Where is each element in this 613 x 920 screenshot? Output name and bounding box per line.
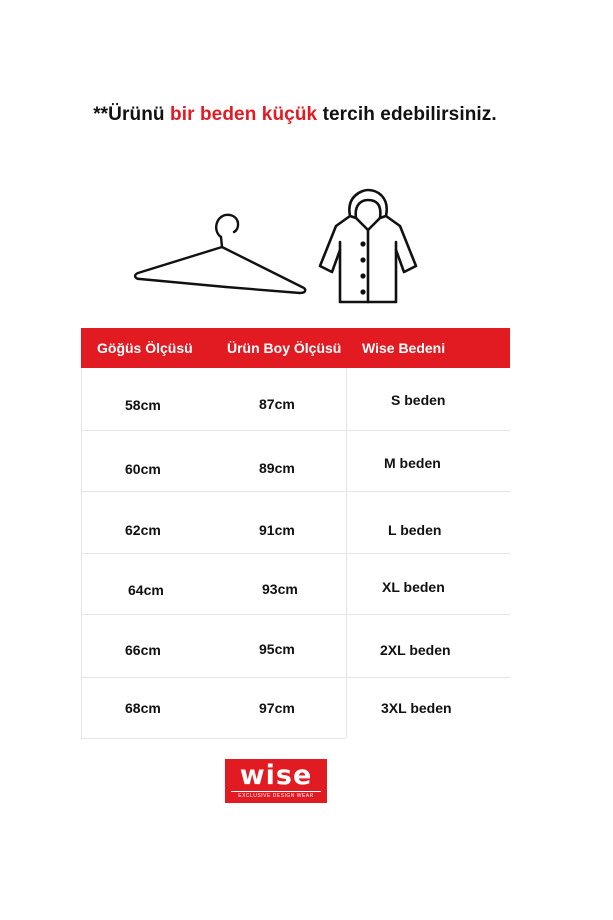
length-cell: 97cm xyxy=(259,700,295,716)
size-table-header xyxy=(81,328,510,368)
header-chest-size: Göğüs Ölçüsü xyxy=(97,340,193,356)
logo-tagline: EXCLUSIVE DESIGN WEAR xyxy=(231,791,321,800)
header-product-length: Ürün Boy Ölçüsü xyxy=(227,340,342,356)
chest-size-cell: 68cm xyxy=(125,700,161,716)
page-headline xyxy=(0,104,590,126)
raincoat-icon xyxy=(316,188,420,308)
length-cell: 91cm xyxy=(259,522,295,538)
table-divider xyxy=(81,553,510,554)
hanger-icon xyxy=(130,205,310,300)
size-cell: M beden xyxy=(384,455,441,471)
size-cell: L beden xyxy=(388,522,442,538)
wise-logo xyxy=(225,759,327,803)
headline-prefix: **Ürünü xyxy=(93,104,170,125)
table-divider xyxy=(81,738,346,739)
length-cell: 95cm xyxy=(259,641,295,657)
chest-size-cell: 66cm xyxy=(125,642,161,658)
size-cell: XL beden xyxy=(382,579,445,595)
length-cell: 87cm xyxy=(259,396,295,412)
size-cell: 2XL beden xyxy=(380,642,451,658)
chest-size-cell: 62cm xyxy=(125,522,161,538)
header-wise-size: Wise Bedeni xyxy=(362,340,446,356)
table-divider xyxy=(81,614,510,615)
table-divider xyxy=(81,677,510,678)
size-cell: 3XL beden xyxy=(381,700,452,716)
headline-highlight: bir beden küçük xyxy=(170,104,318,125)
headline-suffix: tercih edebilirsiniz. xyxy=(317,104,497,125)
chest-size-cell: 58cm xyxy=(125,397,161,413)
length-cell: 89cm xyxy=(259,460,295,476)
size-table-body xyxy=(81,368,510,738)
table-divider xyxy=(81,430,510,431)
size-cell: S beden xyxy=(391,392,446,408)
table-divider xyxy=(81,491,510,492)
chest-size-cell: 60cm xyxy=(125,461,161,477)
chest-size-cell: 64cm xyxy=(128,582,164,598)
logo-wordmark: wise xyxy=(239,760,313,791)
length-cell: 93cm xyxy=(262,581,298,597)
